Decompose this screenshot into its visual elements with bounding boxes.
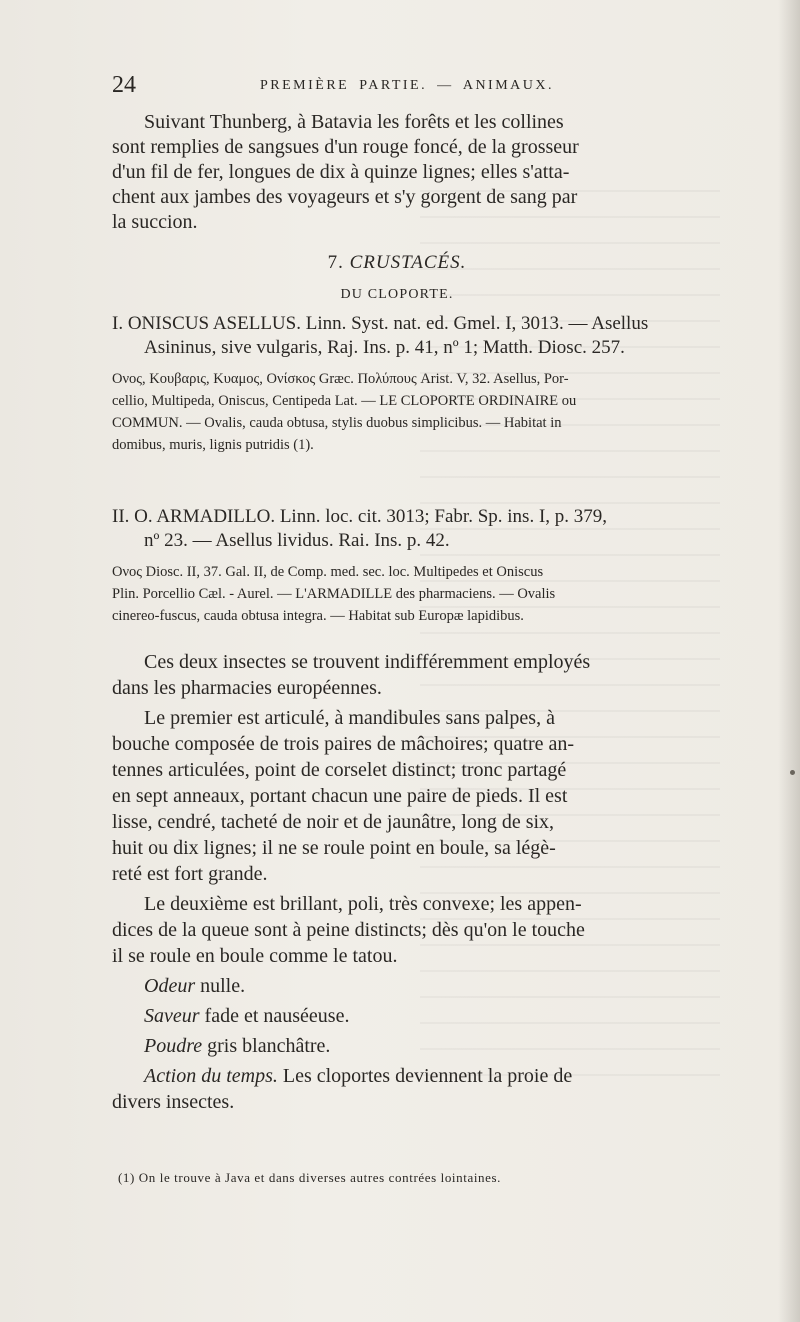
property-saveur [112,1003,682,1029]
description-body [112,649,682,1119]
property-label: Poudre [144,1035,203,1057]
intro-line: d'un fil de fer, longues de dix à quinze lignes; elles s'atta- [112,161,570,183]
synonymy-line: COMMUN. — Ovalis, cauda obtusa, stylis duobus simplicibus. — Habitat in [112,415,562,431]
entry-synonymy [112,368,682,456]
property-label: Odeur [144,975,196,997]
intro-line: sont remplies de sangsues d'un rouge foncé, de la grosseur [112,136,579,158]
property-label: Action du temps. [144,1065,278,1087]
property-label: Saveur [144,1005,200,1027]
entry-line: Asininus, sive vulgaris, Raj. Ins. p. 41, nº 1; Matth. Diosc. 257. [144,337,625,358]
entry-oniscus-asellus [112,312,682,456]
paragraph-first-species [112,705,682,887]
body-line: Le deuxième est brillant, poli, très convexe; les appen- [144,893,582,915]
running-title: PREMIÈRE PARTIE. — ANIMAUX. [260,78,554,93]
property-odeur [112,973,682,999]
intro-paragraph [112,110,682,235]
section-title: CRUSTACÉS. [349,252,467,273]
entry-line: I. ONISCUS ASELLUS. Linn. Syst. nat. ed. Gmel. I, 3013. — Asellus [112,313,649,334]
entry-main [112,505,682,553]
entry-line: nº 23. — Asellus lividus. Rai. Ins. p. 42. [144,530,450,551]
entry-main [112,312,682,360]
body-line: bouche composée de trois paires de mâchoires; quatre an- [112,733,575,755]
page-number: 24 [112,72,136,98]
paragraph-usage [112,649,682,701]
action-line [112,1063,682,1089]
synonymy-line: Ονος, Κουβαρις, Κυαμος, Ονίσκος Græc. Πολύπους Arist. V, 32. Asellus, Por- [112,371,569,387]
body-line: Le premier est articulé, à mandibules sans palpes, à [144,707,555,729]
body-line: tennes articulées, point de corselet distinct; tronc partagé [112,759,567,781]
synonymy-line: Plin. Porcellio Cæl. - Aurel. — L'ARMADILLE des pharmaciens. — Ovalis [112,586,556,602]
synonymy-line: domibus, muris, lignis putridis (1). [112,437,314,453]
entry-line: II. O. ARMADILLO. Linn. loc. cit. 3013; Fabr. Sp. ins. I, p. 379, [112,506,608,527]
property-action [112,1063,682,1115]
property-value: fade et nauséeuse. [204,1005,350,1027]
section-subtitle: DU CLOPORTE. [340,287,454,302]
section-number: 7. [327,252,344,273]
synonymy-line: cinereo-fuscus, cauda obtusa integra. — Habitat sub Europæ lapidibus. [112,608,524,624]
section-heading [112,252,682,274]
paragraph-second-species [112,891,682,969]
property-value: nulle. [200,975,246,997]
body-line: lisse, cendré, tacheté de noir et de jaunâtre, long de six, [112,811,555,833]
page-edge-shadow [778,0,800,1322]
body-line: Ces deux insectes se trouvent indifféremment employés [144,651,591,673]
margin-speck [790,770,795,775]
body-line: en sept anneaux, portant chacun une paire de pieds. Il est [112,785,568,807]
intro-line: la succion. [112,211,198,233]
synonymy-line: cellio, Multipeda, Oniscus, Centipeda Lat. — LE CLOPORTE ORDINAIRE ou [112,393,577,409]
body-line: divers insectes. [112,1091,235,1113]
property-value: gris blanchâtre. [207,1035,331,1057]
footnote: (1) On le trouve à Java et dans diverses autres contrées lointaines. [118,1170,502,1185]
entry-oniscus-armadillo [112,505,682,627]
body-line: reté est fort grande. [112,863,268,885]
intro-line: Suivant Thunberg, à Batavia les forêts et les collines [144,111,564,133]
body-line: dans les pharmacies européennes. [112,677,382,699]
page-header [112,72,682,102]
body-line: dices de la queue sont à peine distincts; dès qu'on le touche [112,919,585,941]
property-poudre [112,1033,682,1059]
property-value: Les cloportes deviennent la proie de [282,1065,573,1087]
intro-line: chent aux jambes des voyageurs et s'y gorgent de sang par [112,186,578,208]
body-line: huit ou dix lignes; il ne se roule point en boule, sa légè- [112,837,556,859]
entry-synonymy [112,561,682,627]
body-line: il se roule en boule comme le tatou. [112,945,398,967]
synonymy-line: Ονος Diosc. II, 37. Gal. II, de Comp. med. sec. loc. Multipedes et Oniscus [112,564,544,580]
